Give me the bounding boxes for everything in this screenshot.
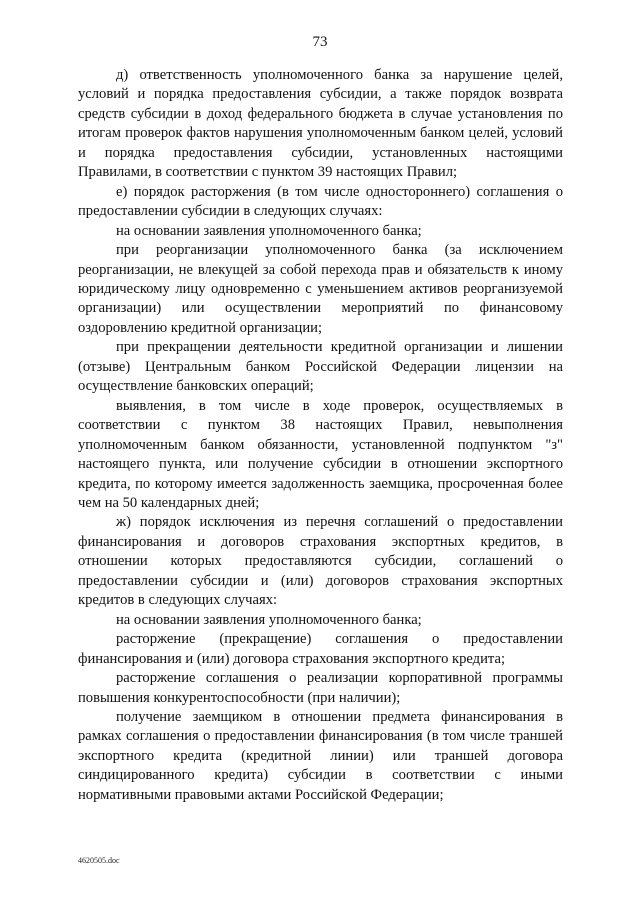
page-number: 73 [312,34,328,50]
list-item: расторжение (прекращение) соглашения о предоставлении финансирования и (или) договора страхования экспортного кредита; [78,631,563,667]
list-item: при реорганизации уполномоченного банка (за исключением реорганизации, не влекущей за собой перехода прав и обязательств к иному юридическому лицу одновременно с уменьшением активов реорганизуемой организации) или осуществлении мероприятий по финансовому оздоровлению кредитной организации; [78,242,563,336]
list-item: на основании заявления уполномоченного банка; [116,611,422,628]
list-item: расторжение соглашения о реализации корпоративной программы повышения конкурентоспособности (при наличии); [78,670,563,706]
paragraph-d: д) ответственность уполномоченного банка за нарушение целей, условий и порядка предоставления субсидии, а также порядок возврата средств субсидии в доход федерального бюджета в случае установления по итогам проверок фактов нарушения уполномоченным банком целей, условий и порядка предоставления субсидии, установленных настоящими Правилами, в соответствии с пунктом 39 настоящих Правил; [78,67,563,181]
list-item: получение заемщиком в отношении предмета финансирования в рамках соглашения о предоставлении финансирования (в том числе траншей экспортного кредита (кредитной линии) или траншей договора синдицированного кредита) субсидии в соответствии с иными нормативными правовыми актами Российской Федерации; [78,708,563,803]
paragraph-e: е) порядок расторжения (в том числе одностороннего) соглашения о предоставлении субсидии в следующих случаях: [78,183,563,220]
list-item: при прекращении деятельности кредитной организации и лишении (отзыве) Центральным банком Российской Федерации лицензии на осуществление банковских операций; [78,339,563,395]
document-body [78,66,563,805]
footer-filename: 4620505.doc [78,856,120,865]
list-item: на основании заявления уполномоченного банка; [116,222,422,239]
paragraph-zh: ж) порядок исключения из перечня соглашений о предоставлении финансирования и договоров страхования экспортных кредитов, в отношении которых предоставляются субсидии, соглашений о предоставлении субсидии и (или) договоров страхования экспортных кредитов в следующих случаях: [78,514,563,609]
list-item: выявления, в том числе в ходе проверок, осуществляемых в соответствии с пунктом 38 настоящих Правил, невыполнения уполномоченным банком обязанности, установленной подпунктом "з" настоящего пункта, или получение субсидии в отношении экспортного кредита, по которому имеется задолженность заемщика, просроченная более чем на 50 календарных дней; [78,397,563,511]
